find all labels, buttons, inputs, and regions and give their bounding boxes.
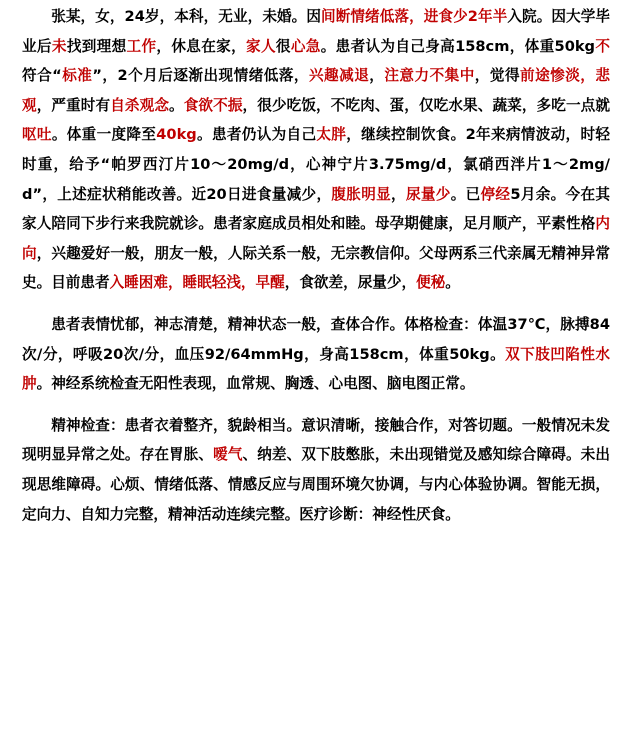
highlighted-text: 太胖	[316, 126, 347, 144]
highlighted-text: 不	[595, 37, 610, 55]
body-text: ，继续控制饮食。2年来病情波动，时轻时重，给予“帕罗西汀片10～20mg/d，心神宁片3.75mg/d，氯硝西泮片1～2mg/d”，上述症状稍能改善。近20日进食量减少，	[22, 126, 610, 203]
highlighted-text: 兴趣减退	[308, 67, 370, 85]
highlighted-text: 食欲不振	[183, 96, 243, 114]
body-text: 入院。因大学毕业后	[22, 8, 610, 55]
body-text: ，	[369, 67, 385, 85]
highlighted-text: 内向	[22, 215, 610, 262]
highlighted-text: 工作	[126, 37, 157, 55]
highlighted-text: 未	[51, 37, 67, 55]
highlighted-text: 嗳气	[213, 446, 243, 464]
case-document	[22, 0, 610, 529]
body-text: 患者表情忧郁，神志清楚，精神状态一般，查体合作。体格检查：体温37℃，脉搏84次/分，呼吸20次/分，血压92/64mmHg，身高158cm，体重50kg。	[22, 315, 610, 363]
highlighted-text: 入睡困难，睡眠轻浅，早醒	[109, 274, 285, 292]
highlighted-text: 便秘	[416, 274, 446, 292]
highlighted-text: 标准	[61, 67, 93, 85]
body-text: ，休息在家，	[156, 37, 247, 55]
highlighted-text: 心急	[290, 37, 321, 55]
highlighted-text: 停经	[480, 185, 511, 203]
body-text: ”，2个月后逐渐出现情绪低落，	[92, 67, 309, 85]
body-text: 很	[275, 37, 291, 55]
history-paragraph	[22, 0, 610, 298]
body-text: 张某，女，24岁，本科，无业，未婚。因	[51, 8, 322, 25]
body-text: 、纳差、双下肢憋胀，未出现错觉及感知综合障碍。未出现思维障碍。心烦、情绪低落、情感反应与周围环境欠协调，与内心体验协调。智能无损，定向力、自知力完整，精神活动连续完整。医疗诊断：神经性厌食。	[22, 446, 610, 523]
body-text: 。患者认为自己身高158cm，体重50kg	[320, 37, 595, 55]
body-text: 。	[169, 96, 184, 114]
highlighted-text: 40kg	[156, 126, 197, 144]
body-text: 。已	[450, 185, 481, 203]
body-text: 。	[445, 274, 460, 292]
highlighted-text: 间断情绪低落，进食少2年半	[321, 8, 508, 25]
body-text: ，觉得	[474, 67, 521, 85]
highlighted-text: 前途惨淡，悲观	[22, 67, 610, 114]
body-text: ，兴趣爱好一般，朋友一般，人际关系一般，无宗教信仰。父母两系三代亲属无精神异常史。目前患者	[22, 244, 610, 292]
highlighted-text: 家人	[246, 37, 276, 55]
body-text: 找到理想	[66, 37, 127, 55]
body-text: ，严重时有	[36, 96, 111, 114]
body-text: ，很少吃饭，不吃肉、蛋，仅吃水果、蔬菜，多吃一点就	[242, 96, 610, 114]
body-text: 精神检查：患者衣着整齐，貌龄相当。意识清晰，接触合作，对答切题。一般情况未发现明显异常之处。存在胃胀、	[22, 416, 610, 464]
highlighted-text: 尿量少	[405, 185, 451, 203]
highlighted-text: 呕吐	[22, 126, 52, 144]
highlighted-text: 双下肢凹陷性水肿	[22, 345, 610, 393]
body-text: ，	[391, 185, 406, 203]
highlighted-text: 自杀观念	[110, 96, 170, 114]
physical-exam-paragraph	[22, 310, 610, 399]
body-text: 符合“	[22, 67, 62, 85]
body-text: 。体重一度降至	[51, 126, 157, 144]
body-text: ，食欲差，尿量少，	[284, 274, 417, 292]
body-text: 。患者仍认为自己	[196, 126, 317, 144]
mental-exam-paragraph	[22, 411, 610, 529]
body-text: 。神经系统检查无阳性表现，血常规、胸透、心电图、脑电图正常。	[36, 375, 475, 393]
highlighted-text: 腹胀明显	[331, 185, 392, 203]
body-text: 5月余。今在其家人陪同下步行来我院就诊。患者家庭成员相处和睦。母孕期健康，足月顺产，平素性格	[22, 185, 610, 233]
highlighted-text: 注意力不集中	[384, 67, 475, 85]
